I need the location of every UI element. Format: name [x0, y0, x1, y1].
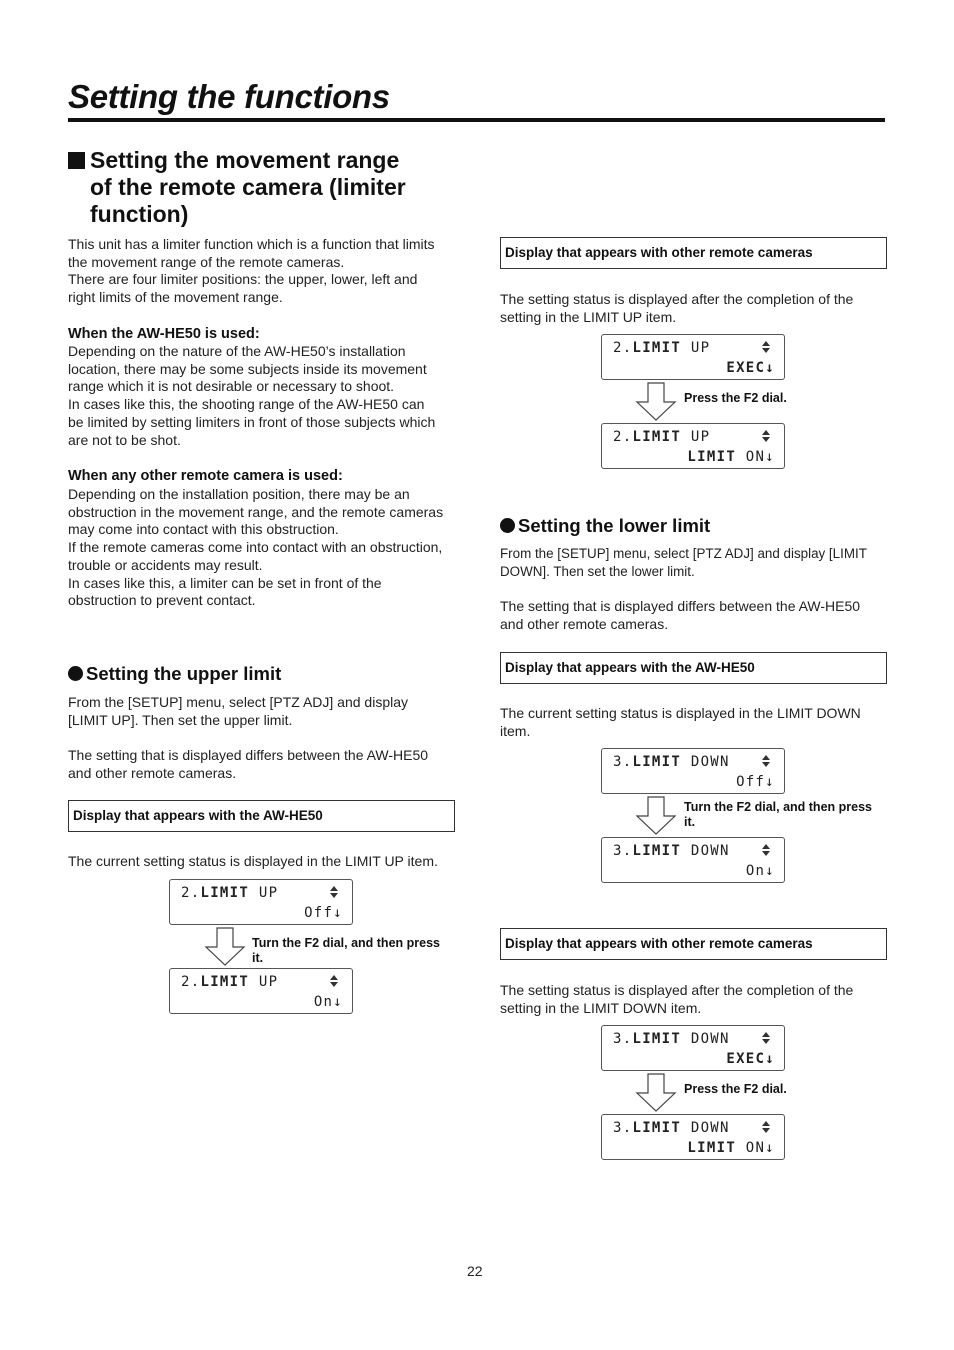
lcd-display: 3.LIMIT DOWN LIMIT ON↓ [601, 1114, 785, 1160]
lcd-display: 2.LIMIT UP EXEC↓ [601, 334, 785, 380]
upper-he50-caption: Turn the F2 dial, and then press it. [252, 936, 440, 965]
up-down-icon [762, 1032, 770, 1044]
lower-other-status: The setting status is displayed after the completion of the setting in the LIMIT DOWN item. [500, 982, 854, 1016]
square-bullet-icon [68, 152, 85, 169]
section-heading-line: function) [90, 201, 189, 227]
lcd-display: 3.LIMIT DOWN EXEC↓ [601, 1025, 785, 1071]
other-camera-heading: When any other remote camera is used: [68, 468, 343, 484]
up-down-icon [762, 1121, 770, 1133]
upper-limit-heading: Setting the upper limit [68, 663, 281, 685]
other-camera-paragraph: Depending on the installation position, there may be an obstruction in the movement range, and the remote cameras may come into contact with this obstruction. If the remote cameras come into contact with an obstruction, trouble or accidents may result. In cases like this, a limiter can be set in front of the obstruction to prevent contact. [68, 486, 444, 609]
he50-paragraph: Depending on the nature of the AW-HE50’s installation location, there may be some subjects inside its movement range which it is not desirable or necessary to shoot. In cases like this, the shooting range of the AW-HE50 can be limited by setting limiters in front of those subjects which are not to be shot. [68, 343, 436, 448]
lcd-display: 3.LIMIT DOWN On↓ [601, 837, 785, 883]
circle-bullet-icon [500, 518, 515, 533]
upper-other-status: The setting status is displayed after the completion of the setting in the LIMIT UP item. [500, 291, 854, 325]
title-rule [68, 118, 885, 122]
up-down-icon [762, 341, 770, 353]
section-heading [68, 147, 458, 228]
up-down-icon [330, 975, 338, 987]
lower-he50-caption: Turn the F2 dial, and then press it. [684, 800, 872, 829]
lcd-display: 2.LIMIT UP LIMIT ON↓ [601, 423, 785, 469]
he50-heading: When the AW-HE50 is used: [68, 326, 260, 342]
section-heading-line: Setting the movement range [90, 147, 400, 173]
lower-he50-box: Display that appears with the AW-HE50 [500, 652, 887, 684]
lcd-display: 2.LIMIT UP Off↓ [169, 879, 353, 925]
lower-other-caption: Press the F2 dial. [684, 1082, 787, 1096]
lower-differs: The setting that is displayed differs between the AW-HE50 and other remote cameras. [500, 598, 861, 632]
upper-intro: From the [SETUP] menu, select [PTZ ADJ] and display [LIMIT UP]. Then set the upper limit. [68, 694, 409, 728]
intro-paragraph: This unit has a limiter function which is a function that limits the movement range of the remote cameras. There are four limiter positions: the upper, lower, left and right limits of the movement range. [68, 236, 435, 306]
circle-bullet-icon [68, 666, 83, 681]
upper-he50-box: Display that appears with the AW-HE50 [68, 800, 455, 832]
upper-other-caption: Press the F2 dial. [684, 391, 787, 405]
lcd-display: 2.LIMIT UP On↓ [169, 968, 353, 1014]
lcd-display: 3.LIMIT DOWN Off↓ [601, 748, 785, 794]
page-number: 22 [467, 1263, 483, 1279]
up-down-icon [762, 430, 770, 442]
upper-differs: The setting that is displayed differs between the AW-HE50 and other remote cameras. [68, 747, 429, 781]
down-arrow-icon [635, 382, 677, 422]
down-arrow-icon [204, 927, 246, 967]
upper-he50-status: The current setting status is displayed in the LIMIT UP item. [68, 853, 438, 869]
down-arrow-icon [635, 796, 677, 836]
section-heading-line: of the remote camera (limiter [90, 174, 406, 200]
down-arrow-icon [635, 1073, 677, 1113]
lower-other-box: Display that appears with other remote cameras [500, 928, 887, 960]
lower-limit-heading: Setting the lower limit [500, 515, 710, 537]
up-down-icon [330, 886, 338, 898]
lower-intro: From the [SETUP] menu, select [PTZ ADJ] and display [LIMIT DOWN]. Then set the lower limit. [500, 546, 867, 579]
lower-he50-status: The current setting status is displayed in the LIMIT DOWN item. [500, 705, 861, 739]
page-title: Setting the functions [68, 78, 390, 115]
up-down-icon [762, 755, 770, 767]
up-down-icon [762, 844, 770, 856]
upper-other-box: Display that appears with other remote cameras [500, 237, 887, 269]
